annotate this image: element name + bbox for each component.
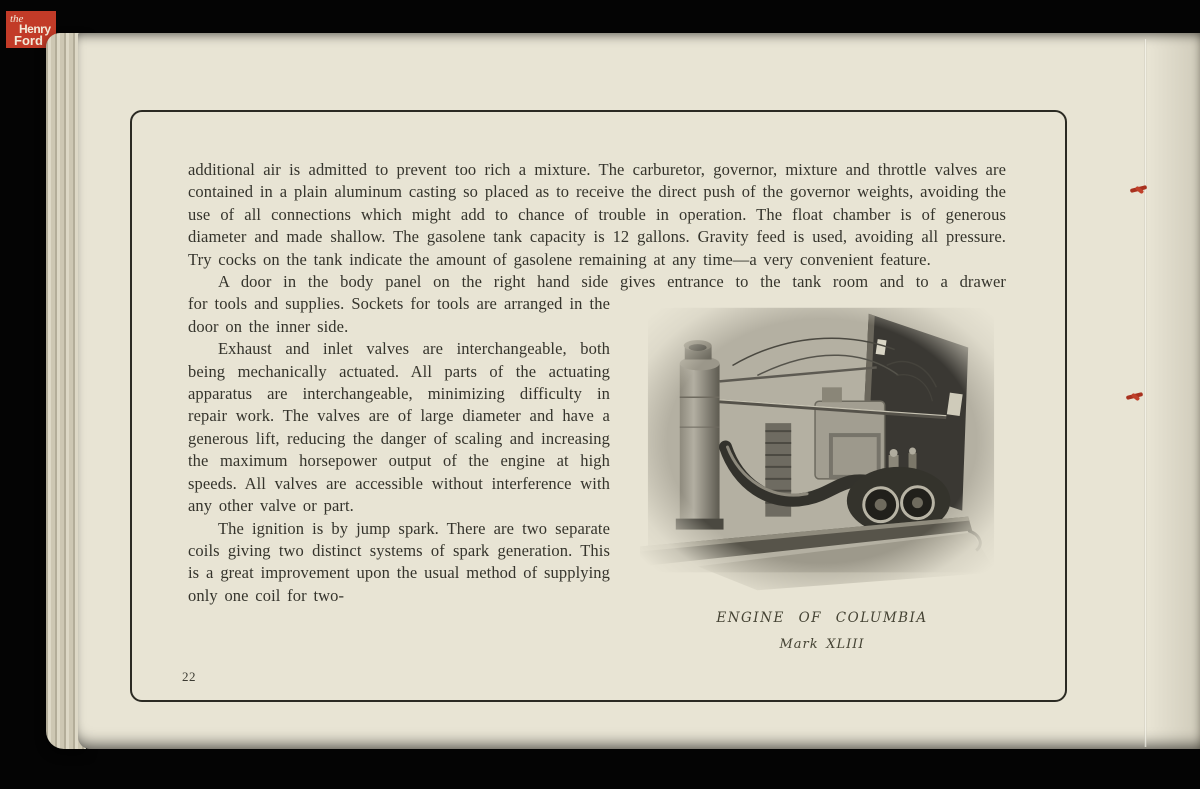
paragraph-door-lead-line: A door in the body panel on the right hand side gives entrance to the tank room and to a drawer <box>218 272 1006 292</box>
text-wrap-region <box>188 293 1006 652</box>
figure-caption-line2: Mark XLIII <box>779 636 865 652</box>
figure-caption <box>638 607 1006 656</box>
page-content <box>188 159 1006 656</box>
red-stitch-bottom <box>1126 390 1146 402</box>
logo-word-ford: Ford <box>14 33 43 48</box>
red-stitch-top <box>1130 183 1150 195</box>
page-edge-shade <box>1148 33 1200 749</box>
paragraph-door-rest: for tools and supplies. Sockets for tools are arranged in the door on the inner side. <box>188 294 610 336</box>
paragraph-valves: Exhaust and inlet valves are interchangeable, both being mechanically actuated. All parts of the actuating apparatus are interchangeable, minimizing difficulty in repair work. The valves are of large diameter and have a generous lift, reducing the danger of scaling and increasing the maximum horsepower output of the engine at high speeds. All valves are accessible without interference with any other valve or part. <box>188 339 610 516</box>
logo-word-henry: Henry <box>19 22 51 36</box>
engine-figure <box>638 305 1006 656</box>
engine-photo <box>638 305 1006 595</box>
figure-caption-line1: ENGINE OF COLUMBIA <box>716 610 928 627</box>
book-page <box>78 33 1200 749</box>
page-number: 22 <box>182 669 196 684</box>
paragraph-ignition: The ignition is by jump spark. There are two separate coils giving two distinct systems of spark generation. This is a great improvement upon the usual method of supplying only one coil for two- <box>188 518 610 605</box>
paragraph-carburetor: additional air is admitted to prevent too rich a mixture. The carburetor, governor, mixture and throttle valves are contained in a plain aluminum casting so placed as to receive the direct push of the governor weights, avoiding the use of all connections which might add to chance of trouble in operation. The float chamber is of generous diameter and made shallow. The gasolene tank capacity is 12 gallons. Gravity feed is used, avoiding all pressure. Try cocks on the tank indicate the amount of gasolene remaining at any time—a very convenient feature. <box>188 160 1006 269</box>
logo-word-the: the <box>10 13 24 25</box>
